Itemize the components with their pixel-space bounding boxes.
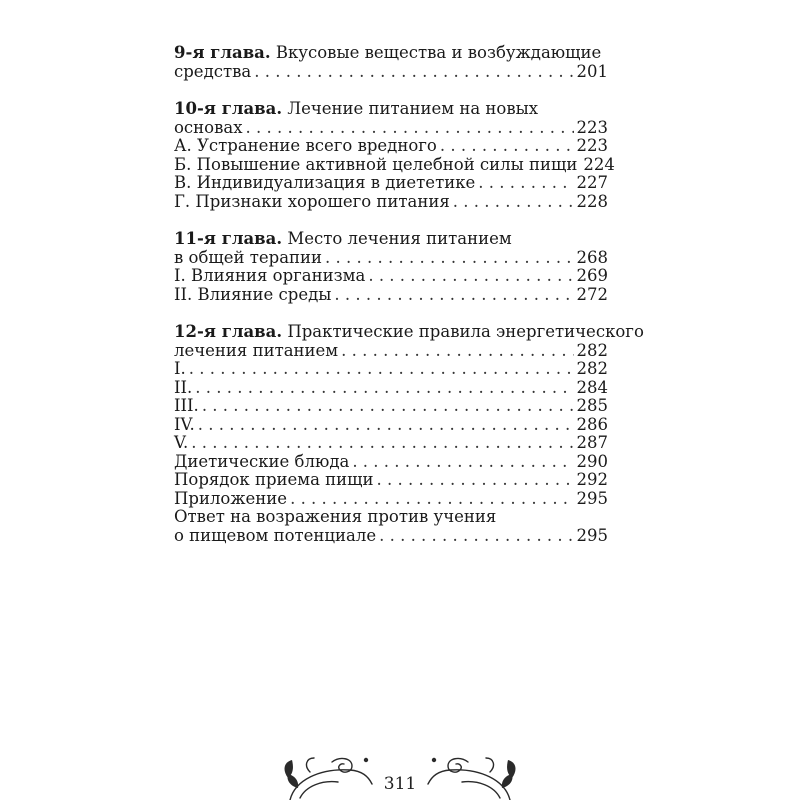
entry-text: Диетические блюда — [174, 451, 350, 471]
toc-entry — [174, 490, 608, 509]
entry-page: 223 — [576, 136, 608, 155]
dot-leader — [198, 416, 574, 435]
chapter-title: Лечение питанием на новых — [287, 99, 539, 118]
toc-chapter-11 — [174, 230, 608, 304]
entry-text: А. Устранение всего вредного — [174, 136, 437, 155]
dot-leader — [290, 490, 573, 509]
entry-page: 228 — [576, 191, 608, 211]
toc-chapter-12 — [174, 322, 644, 545]
chapter-title: Место лечения питанием — [287, 229, 512, 248]
entry-text: Приложение — [174, 488, 288, 508]
toc-entry — [174, 360, 608, 379]
dot-leader — [189, 360, 574, 379]
entry-text: I. — [174, 359, 186, 378]
entry-page: 201 — [576, 61, 608, 81]
dot-leader — [440, 137, 574, 156]
entry-text: I. Влияния организма — [174, 266, 366, 285]
dot-leader — [377, 471, 574, 490]
entry-text: V. — [174, 433, 189, 452]
chapter-label: 11-я глава. — [174, 229, 283, 248]
toc-chapter-9 — [174, 44, 608, 81]
entry-page: 227 — [576, 173, 608, 192]
entry-page: 223 — [576, 117, 608, 137]
chapter-heading — [174, 44, 608, 63]
entry-text: средства — [174, 61, 252, 81]
chapter-label: 9-я глава. — [174, 43, 271, 62]
entry-page: 284 — [576, 377, 608, 397]
toc-entry — [174, 63, 608, 82]
dot-leader — [191, 434, 573, 453]
entry-text: В. Индивидуализация в диететике — [174, 173, 476, 192]
chapter-heading — [174, 322, 644, 342]
dot-leader — [202, 397, 574, 416]
toc-entry — [174, 286, 608, 305]
toc-entry — [174, 193, 608, 212]
dot-leader — [478, 174, 573, 193]
toc-entry — [174, 342, 608, 361]
entry-page: 287 — [576, 433, 608, 452]
entry-text: лечения питанием — [174, 340, 339, 360]
toc-entry — [174, 397, 608, 416]
entry-page: 282 — [576, 340, 608, 360]
entry-page: 295 — [576, 525, 608, 545]
entry-page: 285 — [576, 396, 608, 415]
dot-leader — [334, 286, 573, 305]
entry-text: Порядок приема пищи — [174, 470, 374, 489]
toc-entry — [174, 379, 608, 398]
dot-leader — [246, 119, 574, 138]
dot-leader — [325, 249, 573, 268]
toc-entry — [174, 154, 615, 175]
toc-entry — [174, 119, 608, 138]
entry-text: о пищевом потенциале — [174, 525, 377, 545]
dot-leader — [254, 63, 573, 82]
toc-entry — [174, 527, 608, 546]
toc-entry — [174, 174, 608, 193]
page-footer — [0, 740, 800, 800]
chapter-heading — [174, 230, 608, 249]
chapter-heading — [174, 100, 608, 119]
entry-page: 269 — [576, 266, 608, 285]
entry-text: основах — [174, 117, 243, 137]
entry-text: IV. — [174, 414, 195, 434]
entry-text: III. — [174, 396, 199, 415]
chapter-title: Вкусовые вещества и возбуждающие — [275, 43, 602, 62]
entry-text: Б. Повышение активной целебной силы пищи — [174, 154, 578, 174]
toc-entry — [174, 434, 608, 453]
entry-page: 268 — [576, 247, 608, 267]
dot-leader — [368, 267, 573, 286]
toc-entry — [174, 471, 608, 490]
entry-page: 272 — [576, 284, 608, 304]
toc-chapter-10 — [174, 99, 615, 211]
entry-text: II. — [174, 377, 193, 397]
toc-entry — [174, 137, 608, 156]
toc-entry — [174, 416, 608, 435]
toc-entry — [174, 267, 608, 286]
entry-text: в общей терапии — [174, 247, 323, 267]
entry-text: Ответ на возражения против учения — [174, 507, 497, 526]
dot-leader — [195, 379, 573, 398]
dot-leader — [379, 527, 573, 546]
entry-page: 295 — [576, 488, 608, 508]
page-number: 311 — [383, 774, 417, 794]
dot-leader — [352, 453, 573, 472]
entry-page: 290 — [576, 451, 608, 471]
toc-entry — [174, 249, 608, 268]
entry-text: Г. Признаки хорошего питания — [174, 191, 450, 211]
chapter-label: 10-я глава. — [174, 99, 283, 118]
table-of-contents — [174, 43, 644, 564]
dot-leader — [453, 193, 574, 212]
dot-leader — [341, 342, 573, 361]
entry-page: 286 — [576, 414, 608, 434]
entry-page: 224 — [583, 154, 615, 174]
entry-page: 282 — [576, 359, 608, 378]
toc-entry — [174, 453, 608, 472]
entry-text: II. Влияние среды — [174, 284, 332, 304]
entry-page: 292 — [576, 470, 608, 489]
chapter-label: 12-я глава. — [174, 322, 283, 341]
chapter-title: Практические правила энергетического — [287, 322, 644, 341]
